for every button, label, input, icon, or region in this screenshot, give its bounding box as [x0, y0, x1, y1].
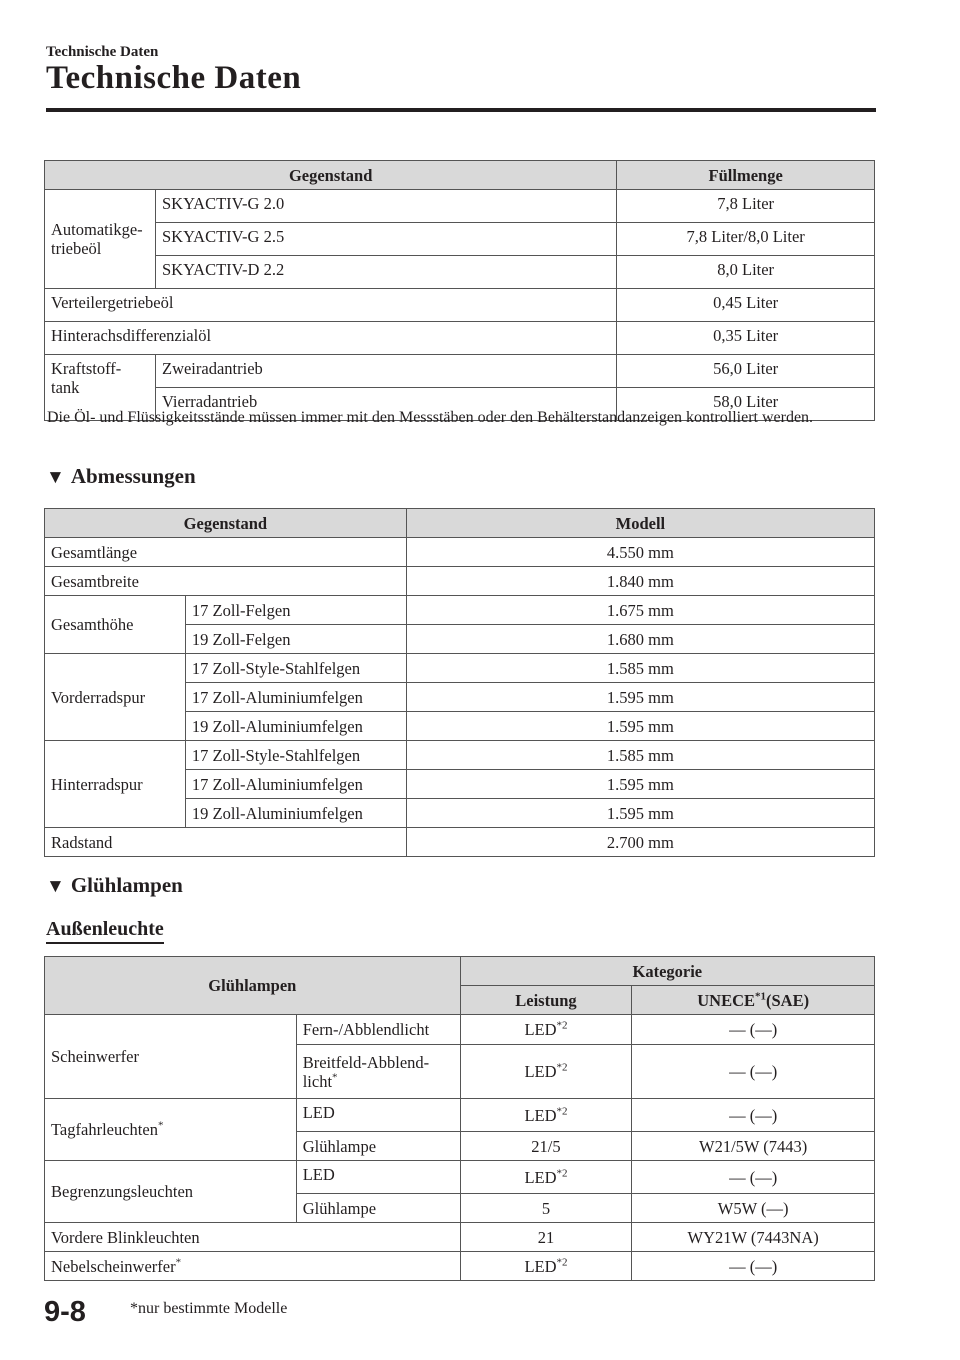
title-rule [46, 108, 876, 112]
cell: 1.595 mm [406, 799, 874, 828]
bulbs-table [44, 956, 875, 1281]
chapter-label: Technische Daten [46, 44, 159, 60]
cell: 17 Zoll-Style-Stahlfelgen [185, 654, 406, 683]
cell: 0,45 Liter [617, 289, 875, 322]
cell: SKYACTIV-D 2.2 [155, 256, 616, 289]
cell: 1.595 mm [406, 683, 874, 712]
cell: 7,8 Liter/8,0 Liter [617, 223, 875, 256]
table-row [45, 1015, 875, 1045]
cell: — (—) [632, 1252, 875, 1281]
cell: Vierradantrieb [155, 388, 616, 421]
triangle-down-icon: ▼ [46, 467, 65, 488]
cell: 0,35 Liter [617, 322, 875, 355]
row-label: Automatikge- triebeöl [45, 190, 156, 289]
cell: 7,8 Liter [617, 190, 875, 223]
cell: — (—) [632, 1161, 875, 1194]
row-label: Hinterradspur [45, 741, 186, 828]
dimensions-table [44, 508, 875, 857]
cell: 21 [460, 1223, 632, 1252]
cell: 19 Zoll-Aluminiumfelgen [185, 799, 406, 828]
cell: LED [296, 1161, 460, 1194]
cell: 1.840 mm [406, 567, 874, 596]
cell: LED [296, 1099, 460, 1132]
cell: 1.675 mm [406, 596, 874, 625]
table-row [45, 1252, 875, 1281]
cell: 1.585 mm [406, 741, 874, 770]
cell: 56,0 Liter [617, 355, 875, 388]
section-heading-text: Abmessungen [70, 464, 196, 488]
cell: LED$^{*2}$ [460, 1099, 632, 1132]
cell: 19 Zoll-Felgen [185, 625, 406, 654]
table-row [45, 256, 875, 289]
column-header: Kategorie [460, 957, 874, 986]
table-row [45, 355, 875, 388]
row-label: Begrenzungsleuchten [45, 1161, 297, 1223]
cell: 4.550 mm [406, 538, 874, 567]
table-header-row [45, 509, 875, 538]
subsection-heading: Außenleuchte [46, 918, 164, 944]
page-number: 9-8 [44, 1296, 86, 1328]
table-row [45, 654, 875, 683]
row-label: Nebelscheinwerfer* [45, 1252, 461, 1281]
row-label: Scheinwerfer [45, 1015, 297, 1099]
row-label: Tagfahrleuchten* [45, 1099, 297, 1161]
cell: SKYACTIV-G 2.5 [155, 223, 616, 256]
cell: 17 Zoll-Felgen [185, 596, 406, 625]
table-row [45, 1099, 875, 1132]
cell: WY21W (7443NA) [632, 1223, 875, 1252]
column-header: Modell [406, 509, 874, 538]
page-title: Technische Daten [46, 60, 302, 96]
cell: 17 Zoll-Aluminiumfelgen [185, 770, 406, 799]
cell: 17 Zoll-Style-Stahlfelgen [185, 741, 406, 770]
table-row [45, 567, 875, 596]
cell: 1.595 mm [406, 712, 874, 741]
row-label: Gesamtlänge [45, 538, 407, 567]
table-row [45, 190, 875, 223]
table-row [45, 741, 875, 770]
cell: W5W (―) [632, 1194, 875, 1223]
cell: LED$^{*2}$ [460, 1045, 632, 1099]
cell: 8,0 Liter [617, 256, 875, 289]
section-heading-text: Glühlampen [70, 873, 183, 897]
column-header: Leistung [460, 986, 632, 1015]
table-row [45, 223, 875, 256]
column-header: Gegenstand [45, 161, 617, 190]
fluid-level-note: Die Öl- und Flüssigkeitsstände müssen immer mit den Messstäben oder den Behälterstandanzeigen kontrolliert werden. [47, 409, 814, 426]
cell: LED$^{*2}$ [460, 1252, 632, 1281]
cell: Zweiradantrieb [155, 355, 616, 388]
cell: Breitfeld-Abblend- licht* [296, 1045, 460, 1099]
table-header-row [45, 957, 875, 986]
section-heading-bulbs [46, 873, 183, 898]
cell: 2.700 mm [406, 828, 874, 857]
column-header: Füllmenge [617, 161, 875, 190]
cell: — (—) [632, 1045, 875, 1099]
cell: — (—) [632, 1015, 875, 1045]
cell: Fern-/Abblendlicht [296, 1015, 460, 1045]
footnote: *nur bestimmte Modelle [130, 1300, 288, 1317]
row-label: Radstand [45, 828, 407, 857]
cell: 5 [460, 1194, 632, 1223]
table-row [45, 538, 875, 567]
column-header: Glühlampen [45, 957, 461, 1015]
section-heading-dimensions [46, 464, 196, 489]
row-label: Vorderradspur [45, 654, 186, 741]
cell: 58,0 Liter [617, 388, 875, 421]
table-row [45, 828, 875, 857]
cell: — (—) [632, 1099, 875, 1132]
table-row [45, 1161, 875, 1194]
cell: 17 Zoll-Aluminiumfelgen [185, 683, 406, 712]
cell: W21/5W (7443) [632, 1132, 875, 1161]
column-header: UNECE$^{*1}$(SAE) [632, 986, 875, 1015]
row-label: Hinterachsdifferenzialöl [45, 322, 617, 355]
table-header-row [45, 161, 875, 190]
fill-quantity-table [44, 160, 875, 421]
table-row [45, 1223, 875, 1252]
cell: 21/5 [460, 1132, 632, 1161]
cell: Glühlampe [296, 1132, 460, 1161]
cell: 1.585 mm [406, 654, 874, 683]
row-label: Kraftstoff- tank [45, 355, 156, 421]
triangle-down-icon: ▼ [46, 876, 65, 897]
cell: LED$^{*2}$ [460, 1015, 632, 1045]
row-label: Gesamthöhe [45, 596, 186, 654]
table-row [45, 289, 875, 322]
row-label: Gesamtbreite [45, 567, 407, 596]
row-label: Verteilergetriebeöl [45, 289, 617, 322]
cell: LED$^{*2}$ [460, 1161, 632, 1194]
cell: 19 Zoll-Aluminiumfelgen [185, 712, 406, 741]
cell: 1.680 mm [406, 625, 874, 654]
row-label: Vordere Blinkleuchten [45, 1223, 461, 1252]
table-row [45, 596, 875, 625]
cell: 1.595 mm [406, 770, 874, 799]
cell: Glühlampe [296, 1194, 460, 1223]
column-header: Gegenstand [45, 509, 407, 538]
cell: SKYACTIV-G 2.0 [155, 190, 616, 223]
table-row [45, 322, 875, 355]
